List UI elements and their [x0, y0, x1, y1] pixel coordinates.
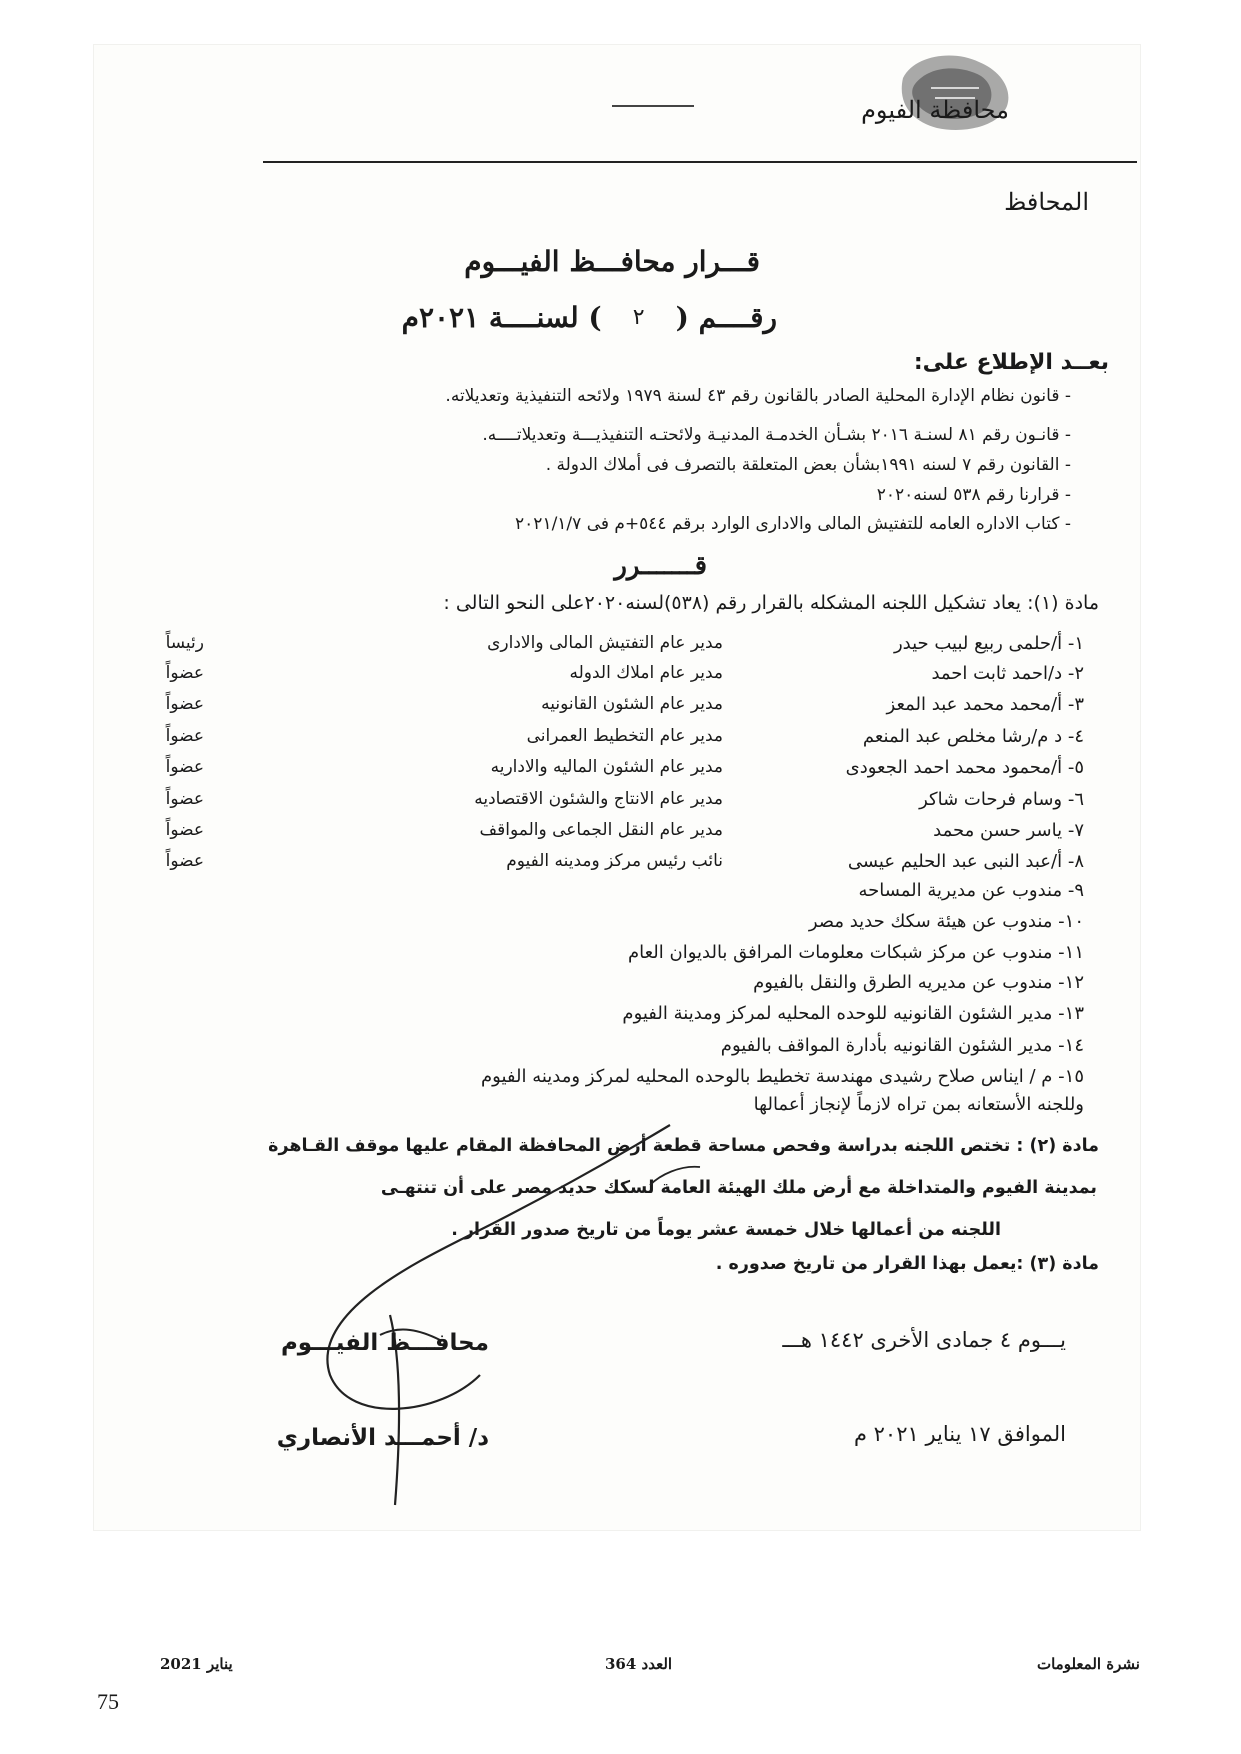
member-role: رئيساً	[165, 633, 204, 653]
page-footer	[150, 1655, 1140, 1679]
preamble-item: - قانون نظام الإدارة المحلية الصادر بالقانون رقم ٤٣ لسنة ١٩٧٩ ولائحه التنفيذية وتعديلاته.	[445, 386, 1071, 406]
article-1-closing: وللجنه الأستعانه بمن تراه لازماً لإنجاز أعمالها	[753, 1094, 1084, 1115]
member-name: ٥- أ/محمود محمد احمد الجعودى	[845, 757, 1084, 778]
preamble-heading: بعــد الإطلاع على:	[913, 350, 1109, 375]
member-title: مدير عام الشئون الماليه والاداريه	[490, 757, 723, 777]
signature-date-hijri: يـــوم ٤ جمادى الأخرى ١٤٤٢ هـــ	[782, 1328, 1066, 1352]
footer-issue: العدد 364	[605, 1655, 673, 1673]
member-role: عضواً	[165, 726, 204, 746]
page-number: 75	[97, 1689, 119, 1714]
delegate-item: ١٢- مندوب عن مديريه الطرق والنقل بالفيوم	[753, 972, 1084, 993]
preamble-item: - القانون رقم ٧ لسنه ١٩٩١بشأن بعض المتعلقة بالتصرف فى أملاك الدولة .	[545, 455, 1071, 475]
member-name: ٦- وسام فرحات شاكر	[919, 789, 1084, 810]
header-logo-text: محافظة الفيوم	[861, 96, 1009, 124]
member-title: مدير عام الشئون القانونيه	[541, 694, 723, 714]
member-name: ١- أ/حلمى ربيع لبيب حيدر	[893, 633, 1084, 654]
member-name: ٤- د م/رشا مخلص عبد المنعم	[862, 726, 1084, 747]
header-rule	[263, 161, 1137, 163]
member-role: عضواً	[165, 851, 204, 871]
delegate-item: ١١- مندوب عن مركز شبكات معلومات المرافق بالديوان العام	[627, 942, 1084, 963]
signatory-title: محافـــظ الفيـــوم	[280, 1330, 489, 1356]
delegate-item: ٩- مندوب عن مديرية المساحه	[858, 880, 1084, 901]
member-title: نائب رئيس مركز ومدينه الفيوم	[506, 851, 723, 871]
delegate-item: ١٥- م / ايناس صلاح رشيدى مهندسة تخطيط بالوحده المحليه لمركز ومدينه الفيوم	[481, 1066, 1084, 1087]
preamble-item: - كتاب الاداره العامه للتفتيش المالى والادارى الوارد برقم ٥٤٤+م فى ٢٠٢١/١/٧	[515, 514, 1071, 534]
member-title: مدير عام املاك الدوله	[569, 663, 723, 683]
member-role: عضواً	[165, 757, 204, 777]
article-2-line: بمدينة الفيوم والمتداخلة مع أرض ملك الهيئة العامة لسكك حديد مصر على أن تنتهـى	[380, 1178, 1097, 1198]
header-dash	[612, 105, 694, 107]
member-title: مدير عام التخطيط العمرانى	[526, 726, 723, 746]
decree-number-prefix: رقــــم (	[675, 301, 777, 334]
article-2-line: اللجنه من أعمالها خلال خمسة عشر يوماً من تاريخ صدور القرار .	[451, 1220, 1001, 1240]
preamble-item: - قانـون رقم ٨١ لسنـة ٢٠١٦ بشـأن الخدمـة المدنيـة ولائحتـه التنفيذيـــة وتعديلاتــــه.	[482, 425, 1071, 445]
member-title: مدير عام الانتاج والشئون الاقتصاديه	[474, 789, 723, 809]
member-role: عضواً	[165, 694, 204, 714]
delegate-item: ١٠- مندوب عن هيئة سكك حديد مصر	[808, 911, 1084, 932]
decree-number: ٢	[632, 304, 645, 330]
member-role: عضواً	[165, 663, 204, 683]
footer-publication: نشرة المعلومات	[1036, 1655, 1140, 1673]
member-name: ٣- أ/محمد محمد عبد المعز	[886, 694, 1084, 715]
footer-date: يناير 2021	[160, 1655, 233, 1673]
handwritten-signature	[290, 1085, 710, 1535]
signature-date-gregorian: الموافق ١٧ يناير ٢٠٢١ م	[853, 1422, 1066, 1446]
member-title: مدير عام التفتيش المالى والادارى	[487, 633, 723, 653]
article-3: مادة (٣) :يعمل بهذا القرار من تاريخ صدوره .	[715, 1254, 1099, 1274]
article-2-line: مادة (٢) : تختص اللجنه بدراسة وفحص مساحة قطعة أرض المحافظة المقام عليها موقف القـاهرة	[268, 1136, 1099, 1156]
member-name: ٨- أ/عبد النبى عبد الحليم عيسى	[847, 851, 1084, 872]
preamble-item: - قرارنا رقم ٥٣٨ لسنه٢٠٢٠	[876, 485, 1071, 505]
signatory-name: د/ أحمـــد الأنصاري	[276, 1425, 489, 1451]
member-name: ٧- ياسر حسن محمد	[933, 820, 1084, 841]
member-role: عضواً	[165, 820, 204, 840]
delegate-item: ١٣- مدير الشئون القانونيه للوحده المحليه لمركز ومدينة الفيوم	[622, 1003, 1084, 1024]
member-name: ٢- د/احمد ثابت احمد	[931, 663, 1084, 684]
decree-number-suffix: ) لسنــــة ٢٠٢١م	[401, 301, 602, 334]
office-title: المحافظ	[1004, 188, 1089, 216]
article-1-intro: مادة (١): يعاد تشكيل اللجنه المشكله بالقرار رقم (٥٣٨)لسنه٢٠٢٠على النحو التالى :	[443, 592, 1099, 614]
delegate-item: ١٤- مدير الشئون القانونيه بأدارة المواقف بالفيوم	[720, 1035, 1084, 1056]
member-role: عضواً	[165, 789, 204, 809]
member-title: مدير عام النقل الجماعى والمواقف	[479, 820, 723, 840]
decree-number-line	[402, 301, 777, 334]
decision-heading: قـــــــرر	[614, 551, 707, 581]
decree-title: قـــرار محافـــظ الفيـــوم	[464, 245, 760, 278]
